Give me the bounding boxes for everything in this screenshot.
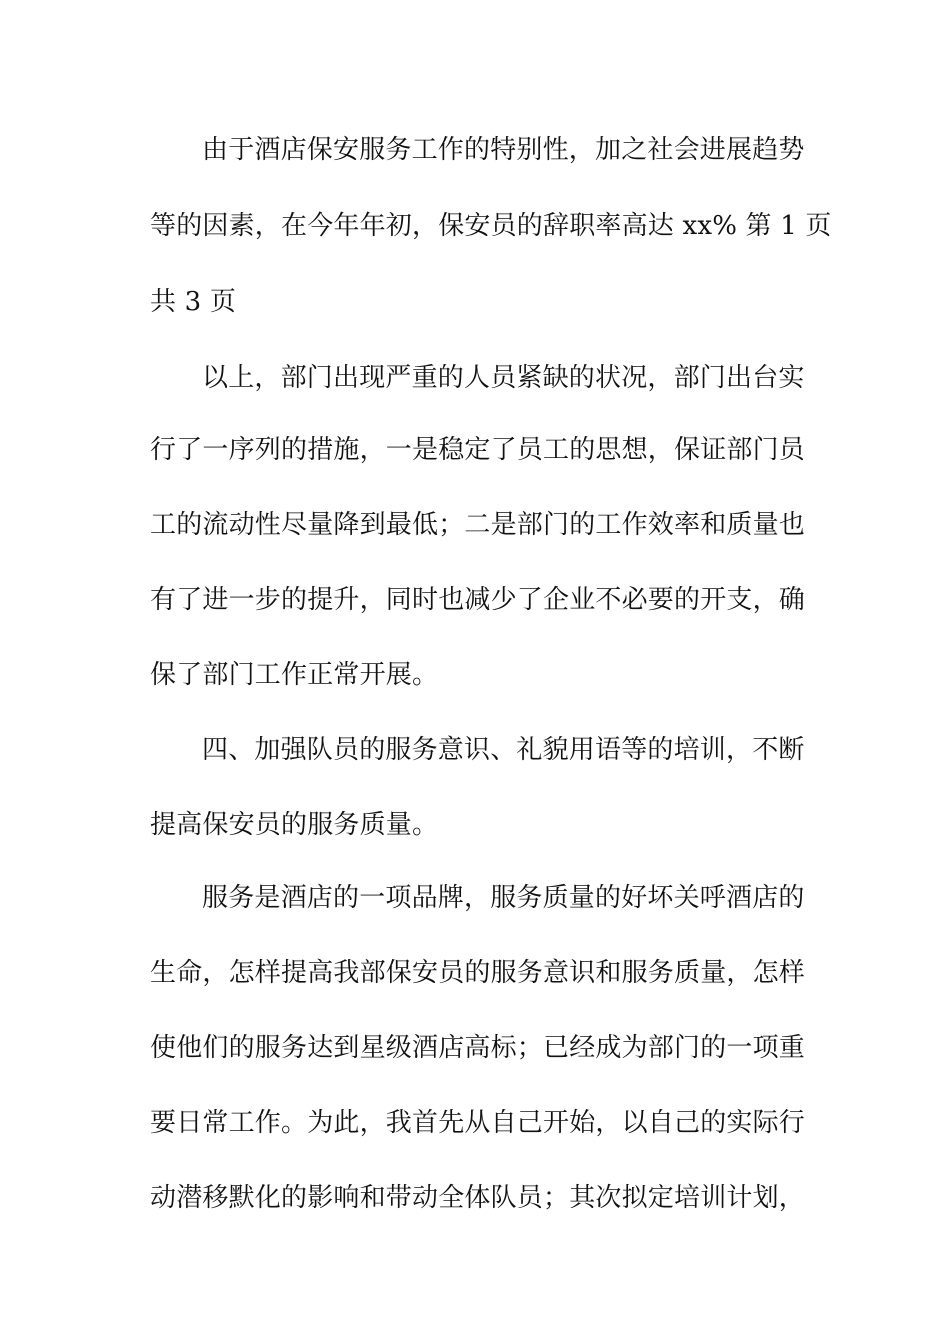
text-line: 动潜移默化的影响和带动全体队员；其次拟定培训计划， [150,1183,806,1213]
text-line: 以上，部门出现严重的人员紧缺的状况，部门出台实 [202,363,805,393]
text-line: 有了进一步的提升，同时也减少了企业不必要的开支，确 [150,585,806,615]
text-line: 生命，怎样提高我部保安员的服务意识和服务质量，怎样 [150,958,806,988]
text-line: 服务是酒店的一项品牌，服务质量的好坏关呼酒店的 [202,883,805,913]
text-line: 等的因素，在今年年初，保安员的辞职率高达 xx% 第 1 页 [150,211,832,241]
text-line: 提高保安员的服务质量。 [150,810,439,840]
text-line: 行了一序列的措施，一是稳定了员工的思想，保证部门员 [150,435,806,465]
text-line: 由于酒店保安服务工作的特别性，加之社会进展趋势 [202,135,805,165]
text-line: 要日常工作。为此，我首先从自己开始，以自己的实际行 [150,1108,806,1138]
text-line: 工的流动性尽量降到最低；二是部门的工作效率和质量也 [150,510,806,540]
text-line: 共 3 页 [150,287,237,317]
text-line: 四、加强队员的服务意识、礼貌用语等的培训，不断 [202,735,805,765]
text-line: 保了部门工作正常开展。 [150,660,439,690]
text-line: 使他们的服务达到星级酒店高标；已经成为部门的一项重 [150,1033,806,1063]
